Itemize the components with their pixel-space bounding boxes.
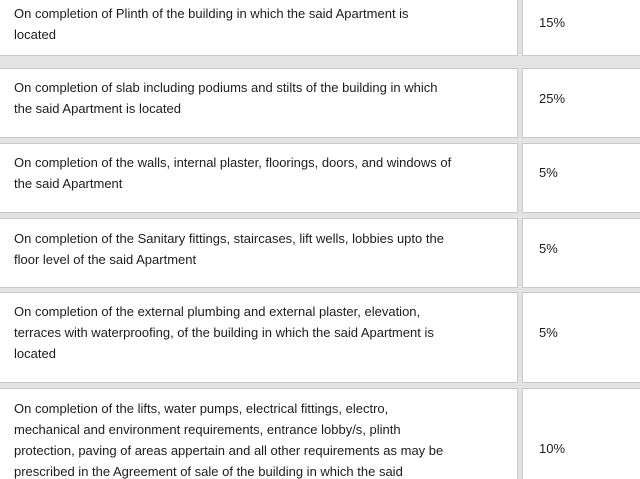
- percentage-cell: [522, 0, 640, 56]
- milestone-percentage: 15%: [539, 15, 566, 30]
- milestone-description: On completion of the walls, internal plaster, floorings, doors, and windows of the said Apartment: [14, 155, 452, 191]
- milestone-description: On completion of Plinth of the building in which the said Apartment is located: [14, 6, 409, 42]
- description-cell: [0, 218, 518, 288]
- percentage-cell: [522, 68, 640, 138]
- table-row: [0, 0, 640, 56]
- milestone-description: On completion of the external plumbing and external plaster, elevation, terraces with waterproofing, of the building in which the said Apartment is located: [14, 304, 434, 361]
- description-cell: [0, 68, 518, 138]
- percentage-cell: [522, 292, 640, 383]
- milestone-percentage: 25%: [539, 91, 566, 106]
- description-cell: [0, 143, 518, 213]
- milestone-description: On completion of the lifts, water pumps, electrical fittings, electro, mechanical and environment requirements, entrance lobby/s, plinth protection, paving of areas appertain and all other requirements as may be prescribed in the Agreement of sale of the building in which the said: [14, 401, 444, 479]
- percentage-cell: [522, 143, 640, 213]
- milestone-description: On completion of slab including podiums and stilts of the building in which the said Apartment is located: [14, 80, 438, 116]
- milestone-percentage: 5%: [539, 241, 558, 256]
- table-row: [0, 292, 640, 383]
- description-cell: [0, 292, 518, 383]
- milestone-description: On completion of the Sanitary fittings, staircases, lift wells, lobbies upto the floor level of the said Apartment: [14, 231, 444, 267]
- description-cell: [0, 388, 518, 479]
- table-row: [0, 143, 640, 213]
- description-cell: [0, 0, 518, 56]
- table-row: [0, 388, 640, 479]
- milestone-percentage: 10%: [539, 441, 566, 456]
- percentage-cell: [522, 388, 640, 479]
- milestone-percentage: 5%: [539, 165, 558, 180]
- table-row: [0, 68, 640, 138]
- percentage-cell: [522, 218, 640, 288]
- milestone-percentage: 5%: [539, 325, 558, 340]
- table-row: [0, 218, 640, 288]
